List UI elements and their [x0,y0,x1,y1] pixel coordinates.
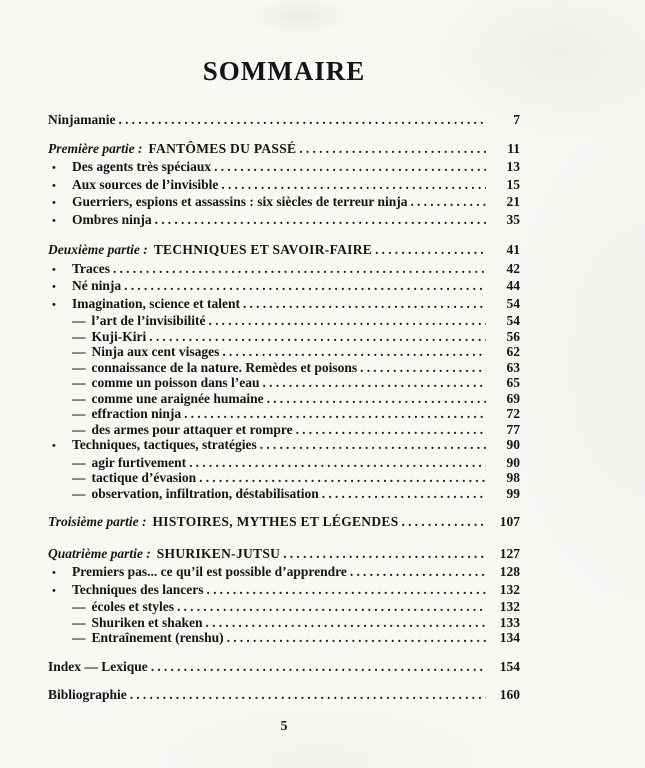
toc-entry-label: Né ninja [72,278,122,293]
toc-entry-page: 72 [506,406,520,421]
toc-entry-dash [48,360,520,376]
toc-entry-label [72,486,319,502]
toc-entry-label [72,422,293,438]
dash-icon: — [72,328,86,344]
toc-entry-label [48,141,296,157]
toc-entry-page: 160 [499,687,520,702]
toc-entry-page: 13 [506,159,520,174]
toc-entry-page: 133 [499,614,520,630]
part-prefix: Troisième partie : [48,514,147,529]
dot-leader [155,212,486,228]
toc-entry-label [48,242,372,258]
toc-entry-text: Entraînement (renshu) [91,630,224,645]
toc-entry-page: 54 [506,295,520,311]
dot-leader [124,278,486,294]
toc-entry-label [72,329,146,345]
dot-leader [267,391,486,407]
toc-entry-text: effraction ninja [91,406,182,421]
toc-entry-text: connaissance de la nature. Remèdes et poisons [91,359,358,375]
toc-entry-bullet [48,159,520,177]
dot-leader [214,159,486,175]
dash-icon: — [72,375,86,390]
toc-entry-plain [48,687,520,703]
part-title: HISTOIRES, MYTHES ET LÉGENDES [152,514,399,529]
toc-entry-page: 134 [499,630,520,645]
part-title: FANTÔMES DU PASSÉ [148,140,297,156]
toc-entry-label [48,514,399,530]
dash-icon: — [72,614,86,630]
toc-entry-page: 21 [506,194,520,209]
bullet-icon: • [52,584,56,597]
dot-leader [283,546,486,562]
toc-entry-page: 154 [499,658,520,674]
dot-leader [184,406,486,422]
toc-entry-page: 90 [506,437,520,452]
toc-entry-part [48,242,520,258]
toc-entry-label: Ombres ninja [72,211,152,227]
bullet-icon: • [52,263,56,276]
bullet-icon: • [52,214,56,227]
toc-entry-text: agir furtivement [91,454,187,470]
table-of-contents [48,112,520,703]
toc-entry-dash [48,630,520,646]
dot-leader [375,242,486,258]
part-prefix: Deuxième partie : [48,242,148,257]
toc-entry-label: Imagination, science et talent [72,295,240,311]
toc-entry-label: Des agents très spéciaux [72,159,212,174]
toc-entry-bullet [48,194,520,212]
bullet-icon: • [52,197,56,209]
toc-entry-page: 132 [499,599,520,614]
toc-entry-page: 7 [513,112,520,127]
dot-leader [322,486,486,502]
dot-leader [350,564,486,580]
toc-entry-label: Techniques, tactiques, stratégies [72,437,257,452]
toc-entry-text: observation, infiltration, déstabilisation [91,485,319,501]
toc-entry-label: Index — Lexique [48,658,148,674]
toc-entry-label [72,344,219,360]
dash-icon: — [72,406,86,421]
toc-entry-label: Guerriers, espions et assassins : six siècles de terreur ninja [72,194,408,209]
toc-entry-text: Ninja aux cent visages [91,344,220,359]
dot-leader [260,437,486,453]
toc-entry-text: tactique d’évasion [91,470,197,485]
dot-leader [410,194,486,210]
dot-leader [113,261,486,277]
dot-leader [299,141,486,157]
toc-entry-dash [48,329,520,345]
toc-entry-label [48,546,280,562]
dash-icon: — [72,630,86,645]
dot-leader [206,615,486,631]
toc-entry-label [72,630,224,646]
toc-entry-page: 77 [506,421,520,437]
part-title: SHURIKEN-JUTSU [156,545,281,561]
dot-leader [130,687,486,703]
dot-leader [243,296,486,312]
toc-entry-part [48,514,520,530]
bullet-icon: • [52,567,56,579]
dot-leader [119,112,487,128]
part-prefix: Première partie : [48,140,143,156]
toc-entry-page: 15 [506,176,520,192]
toc-entry-page: 90 [506,454,520,470]
toc-entry-label [72,360,357,376]
toc-entry-dash [48,406,520,422]
toc-entry-page: 42 [506,260,520,276]
toc-entry-plain [48,112,520,128]
toc-entry-label [72,455,186,471]
toc-entry-label [72,599,174,615]
toc-entry-page: 69 [506,390,520,406]
dot-leader [189,455,486,471]
toc-entry-bullet [48,261,520,279]
dash-icon: — [72,599,86,614]
footer-page-number: 5 [280,718,288,734]
toc-entry-label: Bibliographie [48,687,127,702]
dash-icon: — [72,421,86,437]
toc-entry-page: 127 [499,545,520,561]
toc-entry-page: 99 [506,485,520,501]
dash-icon: — [72,454,86,470]
toc-entry-label [72,313,206,329]
toc-entry-page: 63 [506,359,520,375]
toc-entry-bullet [48,177,520,195]
toc-entry-page: 54 [506,313,520,328]
bullet-icon: • [52,298,56,311]
bullet-icon: • [52,162,56,174]
toc-entry-bullet [48,278,520,296]
toc-entry-text: des armes pour attaquer et rompre [91,421,293,437]
toc-entry-dash [48,313,520,329]
dash-icon: — [72,470,86,485]
toc-entry-label [72,406,181,422]
dash-icon: — [72,485,86,501]
toc-entry-dash [48,470,520,486]
toc-entry-label [72,615,203,631]
toc-entry-part [48,141,520,157]
dot-leader [209,313,487,329]
page-title: SOMMAIRE [202,56,366,86]
toc-entry-bullet [48,212,520,230]
toc-entry-page: 35 [506,211,520,227]
toc-entry-bullet [48,296,520,314]
toc-entry-text: Kuji-Kiri [91,328,147,344]
toc-entry-text: écoles et styles [91,599,174,614]
dash-icon: — [72,313,86,328]
dot-leader [263,375,486,391]
toc-entry-label [72,470,196,486]
toc-entry-page: 41 [506,242,520,257]
dot-leader [296,422,486,438]
toc-entry-bullet [48,564,520,582]
bullet-icon: • [52,440,56,452]
dot-leader [402,514,486,530]
toc-entry-page: 128 [499,564,520,579]
toc-entry-text: comme une araignée humaine [91,390,264,406]
part-prefix: Quatrième partie : [48,545,151,561]
toc-entry-bullet [48,582,520,600]
toc-entry-dash [48,422,520,438]
toc-entry-dash [48,486,520,502]
dot-leader [207,582,486,598]
toc-entry-page: 98 [506,470,520,485]
dash-icon: — [72,359,86,375]
toc-entry-label: Traces [72,260,110,276]
toc-entry-text: Shuriken et shaken [91,614,203,630]
dot-leader [221,177,486,193]
dot-leader [151,659,486,675]
part-title: TECHNIQUES ET SAVOIR-FAIRE [153,242,373,257]
toc-entry-label [72,375,260,391]
toc-entry-label: Aux sources de l’invisible [72,176,219,192]
bullet-icon: • [52,281,56,293]
toc-entry-page: 65 [506,375,520,390]
dot-leader [222,344,486,360]
toc-entry-page: 11 [507,140,520,156]
toc-entry-label [72,391,264,407]
dot-leader [149,329,486,345]
dash-icon: — [72,344,86,359]
bullet-icon: • [52,179,56,192]
dot-leader [199,470,486,486]
toc-entry-plain [48,659,520,675]
toc-entry-dash [48,391,520,407]
dot-leader [177,599,486,615]
toc-entry-page: 56 [506,328,520,344]
toc-entry-dash [48,599,520,615]
toc-entry-dash [48,375,520,391]
dash-icon: — [72,390,86,406]
toc-entry-text: comme un poisson dans l’eau [91,375,260,390]
toc-entry-label: Techniques des lancers [72,581,204,597]
toc-entry-label: Ninjamanie [48,112,116,127]
dot-leader [360,360,486,376]
toc-entry-dash [48,344,520,360]
toc-entry-page: 62 [506,344,520,359]
toc-entry-dash [48,455,520,471]
toc-entry-label: Premiers pas... ce qu’il est possible d’apprendre [72,564,347,579]
toc-entry-dash [48,615,520,631]
toc-entry-page: 44 [506,278,520,293]
toc-entry-page: 107 [499,514,520,529]
toc-entry-text: l’art de l’invisibilité [91,313,206,328]
toc-entry-page: 132 [499,581,520,597]
toc-entry-part [48,546,520,562]
toc-entry-bullet [48,437,520,455]
dot-leader [227,630,486,646]
